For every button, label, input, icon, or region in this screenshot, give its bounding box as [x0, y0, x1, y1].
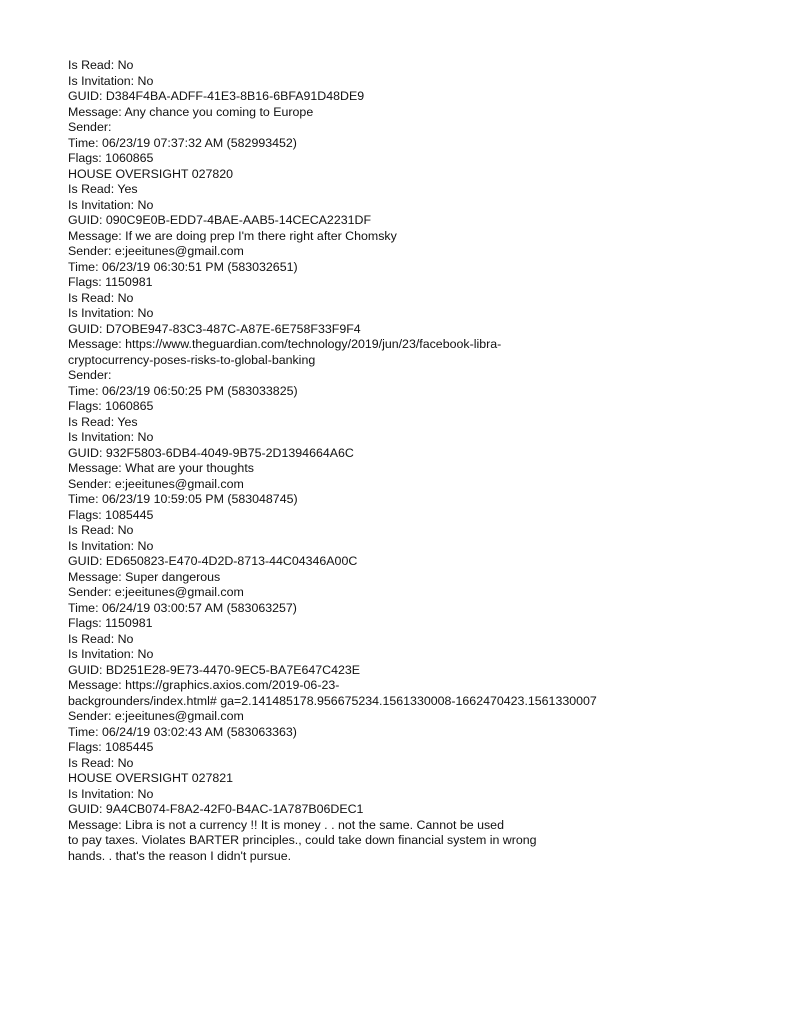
- flags-line: Flags: 1150981: [68, 275, 153, 289]
- bates-stamp: HOUSE OVERSIGHT 027820: [68, 166, 234, 181]
- is-read-line: Is Read: No: [68, 290, 134, 305]
- message-line: Message: Super dangerous: [68, 569, 221, 584]
- time-line: Time: 06/23/19 06:30:51 PM (583032651): [68, 259, 298, 274]
- sender-line: Sender: e:jeeitunes@gmail.com: [68, 244, 244, 258]
- message-line: Message: What are your thoughts: [68, 461, 254, 475]
- time-line: Time: 06/23/19 07:37:32 AM (582993452): [68, 135, 297, 150]
- time-line: Time: 06/24/19 03:00:57 AM (583063257): [68, 600, 297, 615]
- is-invitation-line: Is Invitation: No: [68, 430, 154, 444]
- time-line: Time: 06/24/19 03:02:43 AM (583063363): [68, 724, 297, 739]
- is-read-line: Is Read: No: [68, 523, 134, 537]
- guid-line: GUID: 090C9E0B-EDD7-4BAE-AAB5-14CECA2231DF: [68, 213, 372, 227]
- flags-line: Flags: 1150981: [68, 616, 153, 630]
- message-line: Message: https://graphics.axios.com/2019-06-23-: [68, 678, 340, 692]
- message-continuation-line: hands. . that's the reason I didn't pursue.: [68, 848, 292, 863]
- sender-line: Sender: e:jeeitunes@gmail.com: [68, 709, 244, 723]
- guid-line: GUID: ED650823-E470-4D2D-8713-44C04346A00C: [68, 554, 358, 568]
- time-line: Time: 06/23/19 10:59:05 PM (583048745): [68, 492, 298, 506]
- flags-line: Flags: 1085445: [68, 507, 154, 522]
- flags-line: Flags: 1060865: [68, 399, 154, 413]
- guid-line: GUID: D384F4BA-ADFF-41E3-8B16-6BFA91D48DE9: [68, 89, 365, 103]
- is-read-line: Is Read: No: [68, 631, 134, 646]
- message-line: Message: https://www.theguardian.com/technology/2019/jun/23/facebook-libra-: [68, 337, 502, 351]
- message-continuation-line: to pay taxes. Violates BARTER principles., could take down financial system in wrong: [68, 833, 537, 847]
- is-invitation-line: Is Invitation: No: [68, 647, 154, 661]
- sender-line: Sender: e:jeeitunes@gmail.com: [68, 476, 244, 491]
- time-line: Time: 06/23/19 06:50:25 PM (583033825): [68, 383, 298, 398]
- guid-line: GUID: 932F5803-6DB4-4049-9B75-2D1394664A6C: [68, 445, 354, 460]
- sender-line: Sender: e:jeeitunes@gmail.com: [68, 585, 244, 599]
- guid-line: GUID: BD251E28-9E73-4470-9EC5-BA7E647C423E: [68, 662, 361, 677]
- message-continuation-line: cryptocurrency-poses-risks-to-global-banking: [68, 352, 316, 367]
- bates-stamp: HOUSE OVERSIGHT 027821: [68, 771, 234, 785]
- message-line: Message: If we are doing prep I'm there right after Chomsky: [68, 228, 397, 243]
- is-read-line: Is Read: Yes: [68, 182, 138, 196]
- message-line: Message: Any chance you coming to Europe: [68, 104, 314, 119]
- is-invitation-line: Is Invitation: No: [68, 197, 154, 212]
- is-read-line: Is Read: No: [68, 58, 134, 72]
- guid-line: GUID: 9A4CB074-F8A2-42F0-B4AC-1A787B06DEC1: [68, 802, 364, 816]
- is-read-line: Is Read: Yes: [68, 414, 138, 429]
- is-invitation-line: Is Invitation: No: [68, 538, 154, 553]
- message-log-document: [68, 58, 788, 864]
- sender-line: Sender:: [68, 368, 112, 382]
- is-invitation-line: Is Invitation: No: [68, 306, 154, 320]
- flags-line: Flags: 1085445: [68, 740, 154, 754]
- is-read-line: Is Read: No: [68, 755, 134, 770]
- flags-line: Flags: 1060865: [68, 151, 154, 165]
- message-line: Message: Libra is not a currency !! It is money . . not the same. Cannot be used: [68, 817, 504, 832]
- message-continuation-line: backgrounders/index.html# ga=2.141485178.956675234.1561330008-1662470423.1561330007: [68, 693, 597, 708]
- is-invitation-line: Is Invitation: No: [68, 786, 154, 801]
- guid-line: GUID: D7OBE947-83C3-487C-A87E-6E758F33F9F4: [68, 321, 361, 336]
- sender-line: Sender:: [68, 120, 112, 134]
- is-invitation-line: Is Invitation: No: [68, 73, 154, 88]
